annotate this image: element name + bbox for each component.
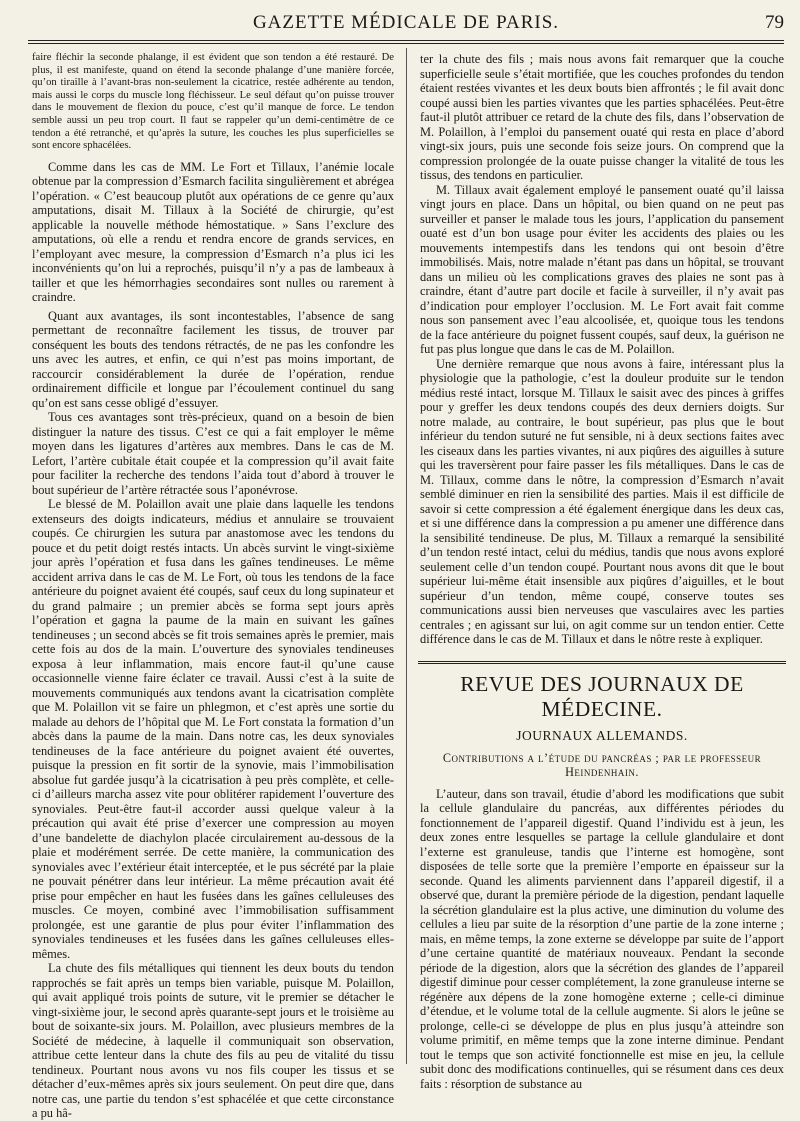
paragraph: M. Tillaux avait également employé le pansement ouaté qu’il laissa vingt jours en place. Dans un hôpital, ou bien quand on ne peut pas surveiller et panser le malade tous les jours, l’application du pansement ouaté est d’un bon usage pour éviter les accidents des plaies ou les mouvements intempestifs dans les tendons qui ont besoin d’être immobilisés. Mais, notre malade n’étant pas dans un hôpital, se trouvant dans un milieu où les complications graves des plaies ne sont pas à craindre, étant d’autre part docile et facile à surveiller, il n’y avait pas d’indication pour employer l’occlusion. M. Le Fort avait fait comme nous son pansement avec l’eau alcoolisée, et, quoique tous les tendons de la face antérieure du poignet fussent coupés, sauf deux, la guérison ne fut pas plus longue que dans le cas de M. Polaillon. <box>420 182 784 356</box>
section-title: REVUE DES JOURNAUX DE MÉDECINE. <box>460 671 744 721</box>
header-rule-top <box>28 40 784 41</box>
paragraph: La chute des fils métalliques qui tiennent les deux bouts du tendon rapprochés se fait après un temps bien variable, puisque M. Polaillon, qui avait appliqué trois points de suture, vit le premier se détacher le vingt-sixième jour, le second après quarante-sept jours et le troisième au bout de soixante-six jours. M. Polaillon, avec plusieurs membres de la Société de médecine, à laquelle il communiquait son observation, attribue cette lenteur dans la chute des fils au peu de vitalité du tissu tendineux. Pourtant nous avons vu nos fils couper les tissus et se détacher d’eux-mêmes après six jours seulement. On peut dire que, dans notre cas, une partie du tendon s’est sphacélée et que cette circonstance a pu hâ- <box>32 961 394 1121</box>
continued-small-paragraph <box>32 52 394 153</box>
paragraph: faire fléchir la seconde phalange, il est évident que son tendon a été restauré. De plus, il est manifeste, quand on étend la seconde phalange d’une manière forcée, qu’on tiraille à l’avant-bras non-seulement la cicatrice, restée adhérente au tendon, mais aussi le corps du muscle long fléchisseur. Le seul défaut qu’on puisse trouver dans le mouvement de flexion du pouce, c’est qu’il manque de force. Le tendon semble aussi un peu trop court. Il faut se rappeler qu’un demi-centimètre de ce tendon a été retranché, et qu’après la suture, les couches les plus superficielles se sont encore sphacélées. <box>32 52 394 152</box>
left-column <box>32 52 394 1121</box>
page-number: 79 <box>765 12 784 33</box>
article-author: Heindenhain. <box>565 764 639 779</box>
journal-title: GAZETTE MÉDICALE DE PARIS. <box>252 12 560 33</box>
header-rule-bottom <box>28 43 784 44</box>
right-column <box>420 52 784 1091</box>
paragraph: L’auteur, dans son travail, étudie d’abord les modifications que subit la cellule glandulaire du pancréas, aux différentes périodes du fonctionnement de l’appareil digestif. Quand l’individu est à jeun, les deux zones entre lesquelles se partage la cellule glandulaire et dont l’externe est granuleuse, tandis que l’interne est homogène, sont disposées de telle sorte que la première l’emporte en épaisseur sur la seconde. Quand les aliments parviennent dans l’appareil digestif, il a observé que, durant la première période de la digestion, pendant laquelle la sécrétion glandulaire est la plus active, une diminution du volume des cellules a lieu par suite de la résorption d’une partie de la zone interne ; mais, en même temps, la zone externe se développe par suite de l’apport d’une certaine quantité de matériaux nouveaux. Pendant la seconde période de la digestion, alors que la sécrétion des glandes de l’appareil digestif diminue pour cesser complétement, la zone granuleuse interne se régénère aux dépens de la zone homogène externe ; celle-ci diminue d’étendue, et le volume total de la cellule augmente. Si alors le jeûne se prolonge, celle-ci se développe de plus en plus jusqu’à atteindre son volume primitif, en même temps que la zone interne diminue. Pendant tout le temps que son activité fonctionnelle est mise en jeu, la cellule subit donc des modifications continuelles, qui se résument dans ces deux faits : résorption de substance au <box>420 786 784 1091</box>
paragraph: ter la chute des fils ; mais nous avons fait remarquer que la couche superficielle seule s’était mortifiée, que les couches profondes du tendon étaient restées vivantes et les deux bouts bien affrontés ; le fil avait donc coupé aussi bien les parties vivantes que les parties sphacélées. Peut-être faut-il plutôt attribuer ce retard de la chute des fils, dans l’observation de M. Polaillon, à l’emploi du pansement ouaté qui resta en place d’abord vingt-six jours, puis une seconde fois seize jours. On comprend que la compression prolongée de la ouate puisse changer la vitalité de tous les tissus, des tendons en particulier. <box>420 52 784 182</box>
page-header <box>28 10 784 36</box>
article-title <box>420 751 784 779</box>
paragraph: Tous ces avantages sont très-précieux, quand on a besoin de bien distinguer la nature des tissus. C’est ce qui a fait employer le même moyen dans les ligatures d’artères aux membres. Dans le cas de M. Lefort, l’artère cubitale était coupée et la compression qu’il avait faite pour faciliter la recherche des tendons l’aida tout d’abord à trouver le bout supérieur de l’artère rétractée sous l’aponévrose. <box>32 410 394 497</box>
section-subtitle: JOURNAUX ALLEMANDS. <box>516 727 688 743</box>
article-title-text: Contributions a l’étude du pancréas ; par le professeur <box>442 750 762 765</box>
paragraph: Le blessé de M. Polaillon avait une plaie dans laquelle les tendons extenseurs des doigts indicateurs, médius et annulaire se trouvaient coupés. Ce chirurgien les sutura par anastomose avec les tendons du pouce et du petit doigt restés intacts. Un abcès survint le vingt-sixième jour après l’opération et fusa dans les gaînes tendineuses. Le même accident arriva dans le cas de M. Le Fort, où tous les tendons de la face antérieure du poignet avaient été coupés, sauf ceux du long supinateur et du grand palmaire ; un premier abcès se forma sept jours après l’opération et gagna la paume de la main en suivant les gaînes tendineuses ; un second abcès se fit trois semaines après le premier, mais cette fois au dos de la main. L’ouverture des synoviales tendineuses exposa à leur inflammation, mais encore faut-il qu’une cause occasionnelle vienne faire éclater ce travail. Aussi c’est à la suite de mouvements communiqués aux tendons avant la cicatrisation complète que M. Polaillon vit se faire un phlegmon, et c’est après une sortie du malade au dehors de l’hôpital que M. Le Fort constata la formation d’un abcès dans la paume de la main. Dans notre cas, les deux synoviales tendineuses de la face antérieure du poignet avaient été ouvertes, puisque la pression en fit sortir de la synovie, mais l’immobilisation absolue fut gardée jusqu’à la cicatrisation à peu près complète, et celle-ci d’ailleurs marcha assez vite pour oblitérer rapidement l’ouverture des synoviales. Peut-être faut-il accorder aussi quelque valeur à la précaution qui avait été prise d’exercer une compression au moyen d’une bandelette de diachylon placée circulairement au-dessous de la plaie et modérément serrée. De cette manière, la communication des synoviales avec l’extérieur était interceptée, et le pus sécrété par la plaie ne pouvait pénétrer dans leur intérieur. La même précaution avait été prise pour empêcher en haut les fusées dans les gaînes celluleuses des muscles. Ce moyen, combiné avec l’immobilisation suffisamment prolongée, est une garantie de plus pour éviter l’inflammation des synoviales tendineuses et les fusées dans les gaînes celluleuses elles-mêmes. <box>32 497 394 961</box>
paragraph: Une dernière remarque que nous avons à faire, intéressant plus la physiologie que la pathologie, c’est la douleur produite sur le tendon médius resté intact, lorsque M. Tillaux le saisit avec des pinces à griffes pour y greffer les deux tendons coupés des deux derniers doigts. Sur notre malade, au contraire, le bout supérieur, pas plus que le bout inférieur du tendon suturé ne fut sensible, ni à deux sections faites avec les ciseaux dans les parties vivantes, ni aux piqûres des aiguilles à suture qui les traversèrent pour faire passer les fils métalliques. Dans le cas de M. Tillaux, comme dans le nôtre, la compression d’Esmarch n’avait semblé diminuer en rien la sensibilité des parties. Mais il est difficile de savoir si cette compression a été également énergique dans les deux cas, et si une différence dans la compression a pu amener une différence dans la sensibilité tendineuse. De plus, M. Tillaux a remarqué la sensibilité d’un tendon resté intact, celui du médius, tandis que nous avons exploré seulement celle d’un tendon coupé. Pourtant nous avons dit que le bout supérieur lui-même était insensible aux piqûres d’aiguilles, et le bout supérieur d’un tendon, même coupé, conserve toutes ses communications aussi bien nerveuses que vasculaires avec les parties centrales ; en agissant sur lui, on agit comme sur un tendon entier. Cette différence dans le cas de M. Tillaux et dans le nôtre reste à expliquer. <box>420 356 784 646</box>
paragraph: Quant aux avantages, ils sont incontestables, l’absence de sang permettant de reconnaître facilement les tissus, de trouver par conséquent les bouts des tendons rétractés, de ne pas les confondre les uns avec les autres, et enfin, ce qui n’est pas moins important, de raccourcir considérablement la durée de l’opération, rendue ordinairement difficile et longue par l’écoulement continuel du sang qu’on est sans cesse obligé d’essuyer. <box>32 308 394 410</box>
paragraph: Comme dans les cas de MM. Le Fort et Tillaux, l’anémie locale obtenue par la compression d’Esmarch facilita singulièrement et abrégea l’opération. « C’est beaucoup plutôt aux opérations de ce genre qu’aux amputations, disait M. Tillaux à la Société de chirurgie, qu’est applicable la nouvelle méthode hémostatique. » Sans l’exclure des amputations, où elle a rendu et rendra encore de grands services, en l’employant avec mesure, la compression d’Esmarch n’a plus ici les inconvénients qu’on lui a reprochés, puisqu’il n’y a pas de lambeaux à tailler et que les hémorrhagies secondaires sont nulles ou rarement à craindre. <box>32 159 394 305</box>
column-divider <box>406 48 407 1064</box>
